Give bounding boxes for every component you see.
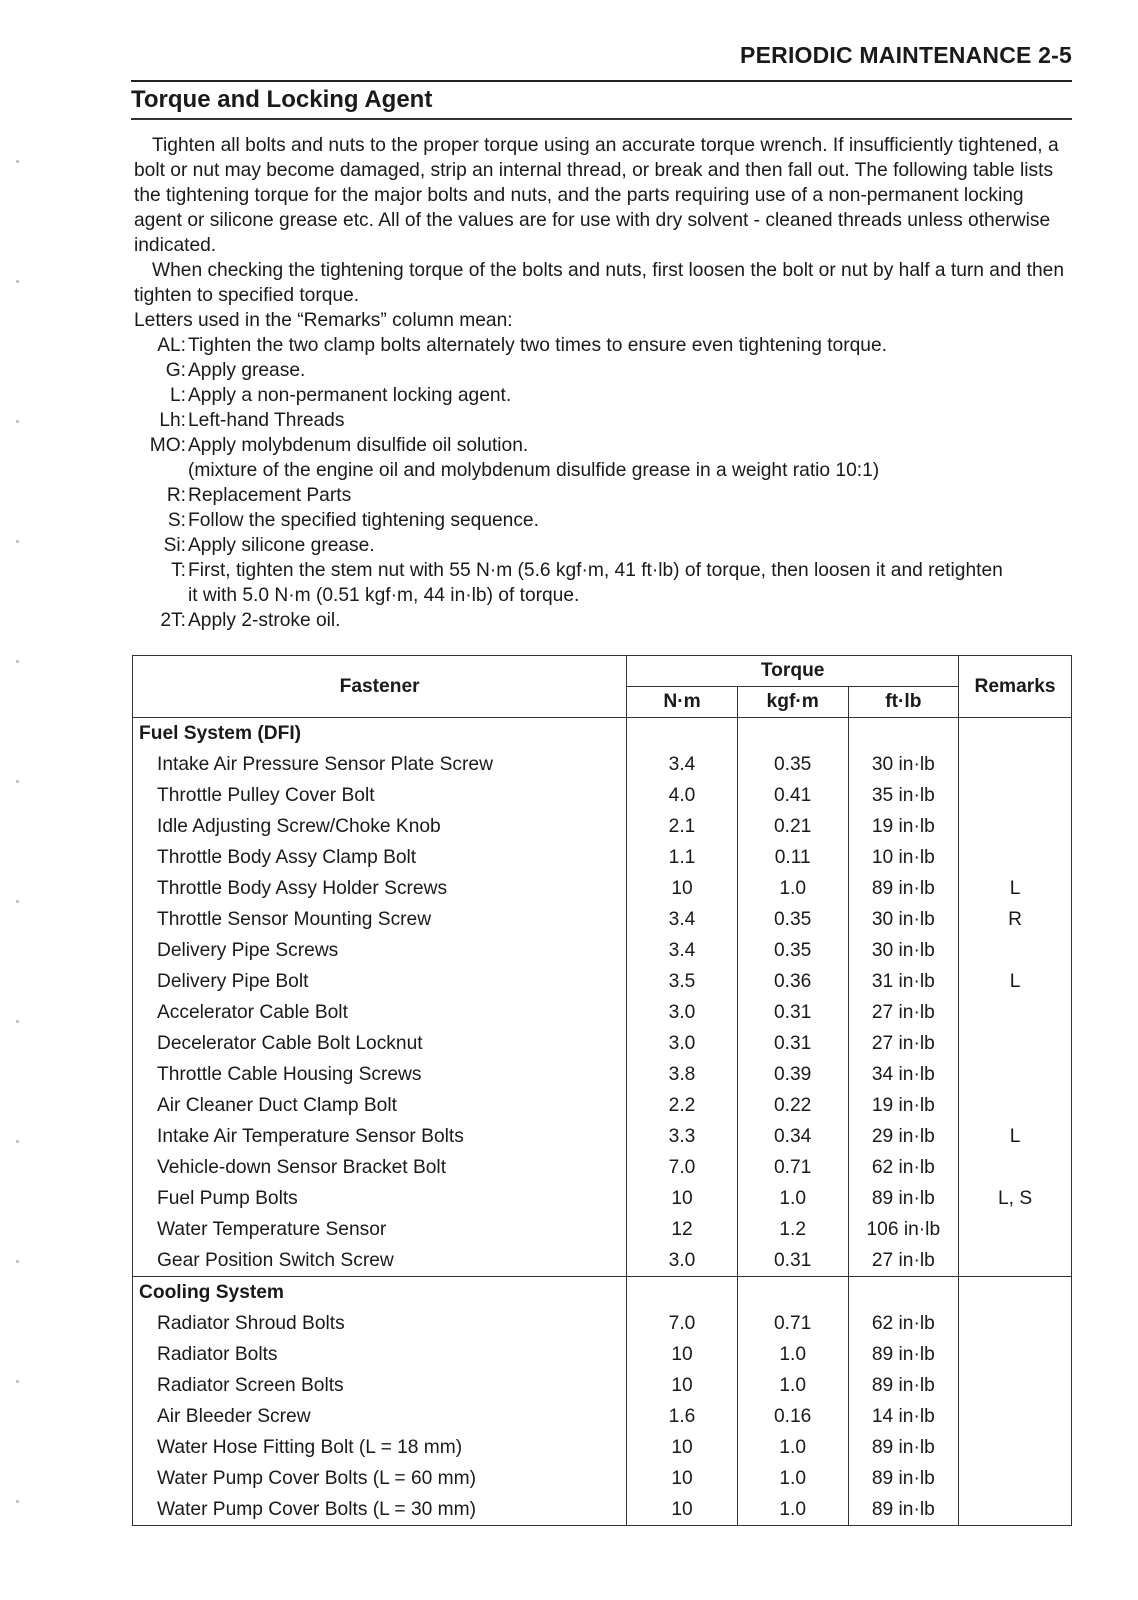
nm-cell: 2.1 [627,811,738,842]
legend-key: L: [169,385,186,406]
nm-cell: 10 [627,1339,738,1370]
nm-cell: 1.1 [627,842,738,873]
legend-continuation: it with 5.0 N·m (0.51 kgf·m, 44 in·lb) of torque. [188,585,580,606]
ftlb-cell: 89 in·lb [848,1432,959,1463]
fastener-cell: Throttle Pulley Cover Bolt [133,780,627,811]
remarks-cell [959,811,1072,842]
legend-description: Tighten the two clamp bolts alternately two times to ensure even tightening torque. [188,335,887,356]
ftlb-cell: 30 in·lb [848,935,959,966]
empty-cell [959,718,1072,750]
kgfm-cell: 0.22 [737,1090,848,1121]
legend-description: Apply silicone grease. [188,535,375,556]
nm-cell: 1.6 [627,1401,738,1432]
fastener-cell: Air Cleaner Duct Clamp Bolt [133,1090,627,1121]
kgfm-cell: 1.2 [737,1214,848,1245]
fastener-cell: Accelerator Cable Bolt [133,997,627,1028]
empty-cell [627,718,738,750]
ftlb-cell: 29 in·lb [848,1121,959,1152]
ftlb-cell: 30 in·lb [848,904,959,935]
ftlb-cell: 62 in·lb [848,1152,959,1183]
ftlb-cell: 30 in·lb [848,749,959,780]
empty-cell [737,718,848,750]
scan-margin-marks [10,140,30,1540]
kgfm-cell: 0.35 [737,749,848,780]
table-row [133,873,1072,904]
table-row [133,780,1072,811]
remarks-cell [959,1245,1072,1277]
kgfm-cell: 1.0 [737,1183,848,1214]
nm-cell: 10 [627,1494,738,1526]
table-group-row [133,718,1072,750]
empty-cell [737,1277,848,1309]
ftlb-cell: 62 in·lb [848,1308,959,1339]
remarks-cell [959,1339,1072,1370]
remarks-cell [959,1090,1072,1121]
legend-key: S: [167,510,186,531]
fastener-cell: Water Temperature Sensor [133,1214,627,1245]
empty-cell [627,1277,738,1309]
nm-cell: 3.0 [627,1245,738,1277]
header-torque: Torque [627,656,959,687]
kgfm-cell: 0.71 [737,1152,848,1183]
kgfm-cell: 0.35 [737,904,848,935]
table-row [133,842,1072,873]
kgfm-cell: 1.0 [737,873,848,904]
legend-row [134,608,1072,633]
table-row [133,1121,1072,1152]
empty-cell [848,718,959,750]
legend-key: R: [166,485,186,506]
nm-cell: 3.4 [627,935,738,966]
torque-table [132,655,1072,1526]
remarks-cell [959,749,1072,780]
legend-row [134,433,1072,458]
ftlb-cell: 27 in·lb [848,1245,959,1277]
remarks-legend [134,333,1072,633]
remarks-cell: L [959,966,1072,997]
fastener-cell: Fuel Pump Bolts [133,1183,627,1214]
header-kgfm: kgf·m [737,687,848,718]
header-nm: N·m [627,687,738,718]
torque-table-body [133,718,1072,1526]
table-row [133,1339,1072,1370]
fastener-cell: Radiator Screen Bolts [133,1370,627,1401]
remarks-cell [959,780,1072,811]
table-row [133,1370,1072,1401]
remarks-cell: L [959,1121,1072,1152]
kgfm-cell: 0.16 [737,1401,848,1432]
legend-description: Replacement Parts [188,485,352,506]
table-row [133,811,1072,842]
legend-key: 2T: [160,610,186,631]
nm-cell: 3.4 [627,749,738,780]
ftlb-cell: 89 in·lb [848,873,959,904]
table-row [133,1245,1072,1277]
remarks-cell [959,1463,1072,1494]
intro-paragraph-2: When checking the tightening torque of the bolts and nuts, first loosen the bolt or nut by half a turn and then tighten to specified torque. [134,260,1064,306]
fastener-cell: Throttle Sensor Mounting Screw [133,904,627,935]
kgfm-cell: 0.21 [737,811,848,842]
table-row [133,1152,1072,1183]
ftlb-cell: 19 in·lb [848,1090,959,1121]
nm-cell: 2.2 [627,1090,738,1121]
fastener-cell: Throttle Cable Housing Screws [133,1059,627,1090]
nm-cell: 10 [627,1370,738,1401]
remarks-cell: L, S [959,1183,1072,1214]
legend-description: Apply 2-stroke oil. [188,610,341,631]
nm-cell: 3.8 [627,1059,738,1090]
empty-cell [848,1277,959,1309]
ftlb-cell: 106 in·lb [848,1214,959,1245]
fastener-cell: Intake Air Pressure Sensor Plate Screw [133,749,627,780]
remarks-cell [959,1494,1072,1526]
table-row [133,904,1072,935]
legend-row [134,408,1072,433]
legend-row [134,333,1072,358]
intro-paragraph-3: Letters used in the “Remarks” column mean: [134,310,513,331]
table-row [133,1494,1072,1526]
legend-key: T: [171,560,186,581]
kgfm-cell: 1.0 [737,1339,848,1370]
kgfm-cell: 1.0 [737,1463,848,1494]
table-row [133,1183,1072,1214]
ftlb-cell: 27 in·lb [848,1028,959,1059]
remarks-cell [959,1059,1072,1090]
table-row [133,1059,1072,1090]
kgfm-cell: 0.35 [737,935,848,966]
kgfm-cell: 1.0 [737,1432,848,1463]
legend-description: Left-hand Threads [188,410,345,431]
legend-key: Si: [163,535,186,556]
group-name: Fuel System (DFI) [133,718,627,750]
fastener-cell: Water Hose Fitting Bolt (L = 18 mm) [133,1432,627,1463]
remarks-cell [959,935,1072,966]
header-remarks: Remarks [959,656,1072,718]
ftlb-cell: 31 in·lb [848,966,959,997]
nm-cell: 3.0 [627,997,738,1028]
intro-paragraph-1: Tighten all bolts and nuts to the proper torque using an accurate torque wrench. If insufficiently tightened, a bolt or nut may become damaged, strip an internal thread, or break and then fall out. The following table lists the tightening torque for the major bolts and nuts, and the parts requiring use of a non-permanent locking agent or silicone grease etc. All of the values are for use with dry solvent - cleaned threads unless otherwise indicated. [134,135,1059,256]
legend-key: AL: [157,335,186,356]
legend-continuation: (mixture of the engine oil and molybdenum disulfide grease in a weight ratio 10:1) [188,460,880,481]
group-name: Cooling System [133,1277,627,1309]
header-ftlb: ft·lb [848,687,959,718]
legend-row [134,533,1072,558]
ftlb-cell: 10 in·lb [848,842,959,873]
kgfm-cell: 0.36 [737,966,848,997]
fastener-cell: Vehicle-down Sensor Bracket Bolt [133,1152,627,1183]
legend-row [134,383,1072,408]
remarks-cell [959,1028,1072,1059]
table-row [133,1463,1072,1494]
table-row [133,966,1072,997]
nm-cell: 10 [627,873,738,904]
nm-cell: 3.3 [627,1121,738,1152]
fastener-cell: Water Pump Cover Bolts (L = 60 mm) [133,1463,627,1494]
remarks-cell [959,1214,1072,1245]
fastener-cell: Delivery Pipe Bolt [133,966,627,997]
ftlb-cell: 27 in·lb [848,997,959,1028]
ftlb-cell: 19 in·lb [848,811,959,842]
fastener-cell: Radiator Bolts [133,1339,627,1370]
table-row [133,935,1072,966]
ftlb-cell: 89 in·lb [848,1370,959,1401]
legend-row [134,558,1072,583]
nm-cell: 10 [627,1183,738,1214]
ftlb-cell: 89 in·lb [848,1494,959,1526]
legend-description: Apply grease. [188,360,306,381]
kgfm-cell: 0.11 [737,842,848,873]
section-rule [131,118,1072,120]
table-row [133,1090,1072,1121]
table-row [133,1028,1072,1059]
remarks-cell [959,1308,1072,1339]
nm-cell: 10 [627,1432,738,1463]
fastener-cell: Throttle Body Assy Holder Screws [133,873,627,904]
section-title: Torque and Locking Agent [131,86,433,113]
nm-cell: 4.0 [627,780,738,811]
legend-description: Follow the specified tightening sequence. [188,510,539,531]
remarks-cell: L [959,873,1072,904]
legend-description: Apply a non-permanent locking agent. [188,385,512,406]
remarks-cell [959,1370,1072,1401]
table-row [133,1308,1072,1339]
remarks-cell: R [959,904,1072,935]
fastener-cell: Water Pump Cover Bolts (L = 30 mm) [133,1494,627,1526]
kgfm-cell: 0.41 [737,780,848,811]
legend-row [134,508,1072,533]
legend-row [134,483,1072,508]
fastener-cell: Idle Adjusting Screw/Choke Knob [133,811,627,842]
ftlb-cell: 14 in·lb [848,1401,959,1432]
nm-cell: 3.5 [627,966,738,997]
table-group-row [133,1277,1072,1309]
remarks-cell [959,1152,1072,1183]
kgfm-cell: 0.31 [737,997,848,1028]
remarks-cell [959,1401,1072,1432]
nm-cell: 10 [627,1463,738,1494]
kgfm-cell: 0.31 [737,1245,848,1277]
intro-text [134,133,1072,633]
fastener-cell: Gear Position Switch Screw [133,1245,627,1277]
fastener-cell: Decelerator Cable Bolt Locknut [133,1028,627,1059]
ftlb-cell: 35 in·lb [848,780,959,811]
ftlb-cell: 34 in·lb [848,1059,959,1090]
legend-key: MO: [149,435,186,456]
remarks-cell [959,842,1072,873]
table-row [133,1432,1072,1463]
page-header-title: PERIODIC MAINTENANCE 2-5 [740,42,1072,68]
empty-cell [959,1277,1072,1309]
fastener-cell: Throttle Body Assy Clamp Bolt [133,842,627,873]
ftlb-cell: 89 in·lb [848,1463,959,1494]
legend-key: Lh: [159,410,186,431]
remarks-cell [959,1432,1072,1463]
ftlb-cell: 89 in·lb [848,1339,959,1370]
header-fastener: Fastener [133,656,627,718]
kgfm-cell: 0.71 [737,1308,848,1339]
legend-description: Apply molybdenum disulfide oil solution. [188,435,529,456]
nm-cell: 12 [627,1214,738,1245]
table-row [133,1401,1072,1432]
nm-cell: 3.0 [627,1028,738,1059]
remarks-cell [959,997,1072,1028]
nm-cell: 7.0 [627,1152,738,1183]
fastener-cell: Air Bleeder Screw [133,1401,627,1432]
kgfm-cell: 1.0 [737,1494,848,1526]
kgfm-cell: 1.0 [737,1370,848,1401]
kgfm-cell: 0.39 [737,1059,848,1090]
legend-key: G: [165,360,186,381]
kgfm-cell: 0.34 [737,1121,848,1152]
table-row [133,1214,1072,1245]
table-row [133,997,1072,1028]
ftlb-cell: 89 in·lb [848,1183,959,1214]
fastener-cell: Delivery Pipe Screws [133,935,627,966]
fastener-cell: Intake Air Temperature Sensor Bolts [133,1121,627,1152]
header-rule [131,80,1072,82]
nm-cell: 7.0 [627,1308,738,1339]
kgfm-cell: 0.31 [737,1028,848,1059]
fastener-cell: Radiator Shroud Bolts [133,1308,627,1339]
nm-cell: 3.4 [627,904,738,935]
table-row [133,749,1072,780]
legend-description: First, tighten the stem nut with 55 N·m (5.6 kgf·m, 41 ft·lb) of torque, then loosen it and retighten [188,560,1003,581]
legend-row [134,358,1072,383]
